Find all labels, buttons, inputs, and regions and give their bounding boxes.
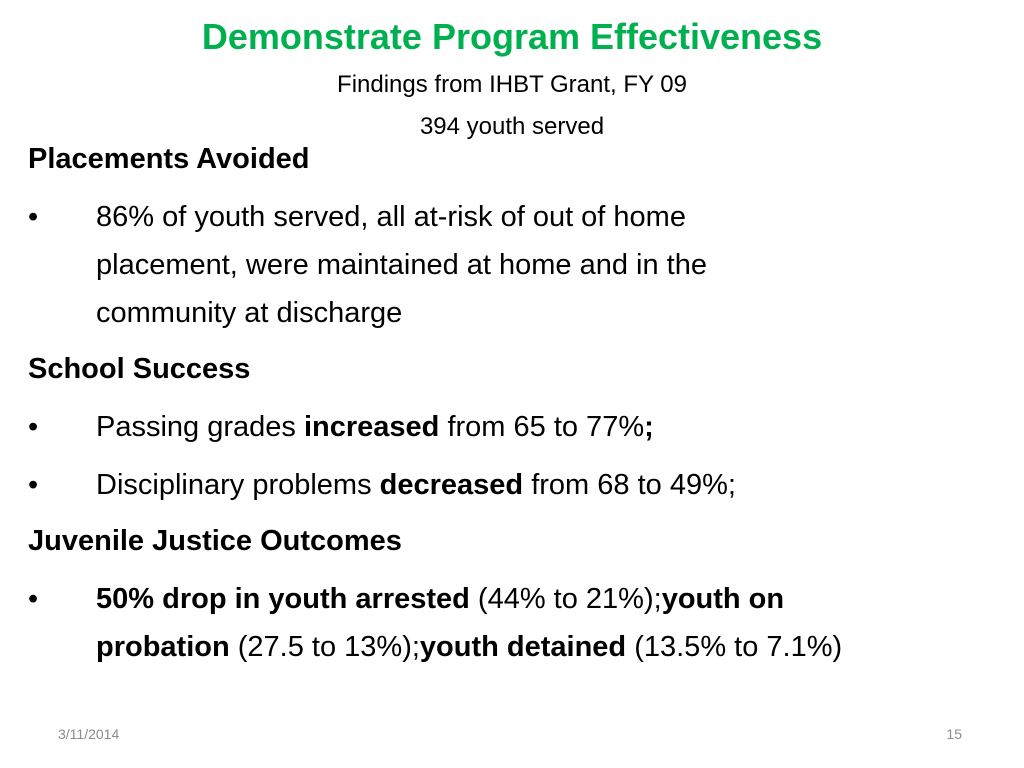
heading-placements-avoided: Placements Avoided [28, 143, 310, 175]
bullet-justice-outcomes [28, 575, 1018, 671]
footer-page-number: 15 [946, 726, 962, 742]
bullet-placements-maintained [28, 193, 1018, 337]
bullet-emphasis: probation [96, 631, 230, 663]
bullet-text-line [96, 403, 1018, 451]
bullet-dot-icon: • [28, 469, 39, 501]
heading-school-success: School Success [28, 353, 251, 385]
slide-subtitle-findings: Findings from IHBT Grant, FY 09 [337, 71, 687, 98]
bullet-text: from 65 to 77% [439, 411, 645, 443]
bullet-text: Disciplinary problems [96, 469, 380, 501]
bullet-emphasis: ; [644, 411, 654, 443]
bullet-text: Passing grades [96, 411, 304, 443]
bullet-dot-icon: • [28, 411, 39, 443]
slide-body [28, 137, 1018, 681]
bullet-emphasis: youth on [661, 583, 785, 615]
bullet-text-line: placement, were maintained at home and in the [96, 249, 707, 281]
bullet-text: (13.5% to 7.1%) [626, 631, 843, 663]
footer-date: 3/11/2014 [58, 726, 120, 742]
bullet-text-line [96, 623, 1018, 671]
slide-subtitle-youth-served: 394 youth served [419, 113, 605, 140]
bullet-emphasis: youth detained [419, 631, 627, 663]
bullet-dot-icon: • [28, 201, 39, 233]
bullet-emphasis: decreased [379, 469, 524, 501]
bullet-text: from 68 to 49%; [523, 469, 736, 501]
bullet-passing-grades [28, 403, 1018, 451]
bullet-text: (44% to 21%); [469, 583, 662, 615]
bullet-dot-icon: • [28, 583, 39, 615]
bullet-text-line [96, 575, 1018, 623]
slide-title: Demonstrate Program Effectiveness [201, 16, 823, 57]
heading-juvenile-justice: Juvenile Justice Outcomes [28, 525, 402, 557]
bullet-disciplinary-problems [28, 461, 1018, 509]
bullet-text-line: 86% of youth served, all at-risk of out of home [96, 201, 686, 233]
bullet-emphasis: increased [303, 411, 440, 443]
bullet-emphasis: 50% drop in youth arrested [96, 583, 470, 615]
bullet-text-line [96, 461, 1018, 509]
bullet-text-line: community at discharge [96, 297, 403, 329]
bullet-text: (27.5 to 13%); [229, 631, 420, 663]
